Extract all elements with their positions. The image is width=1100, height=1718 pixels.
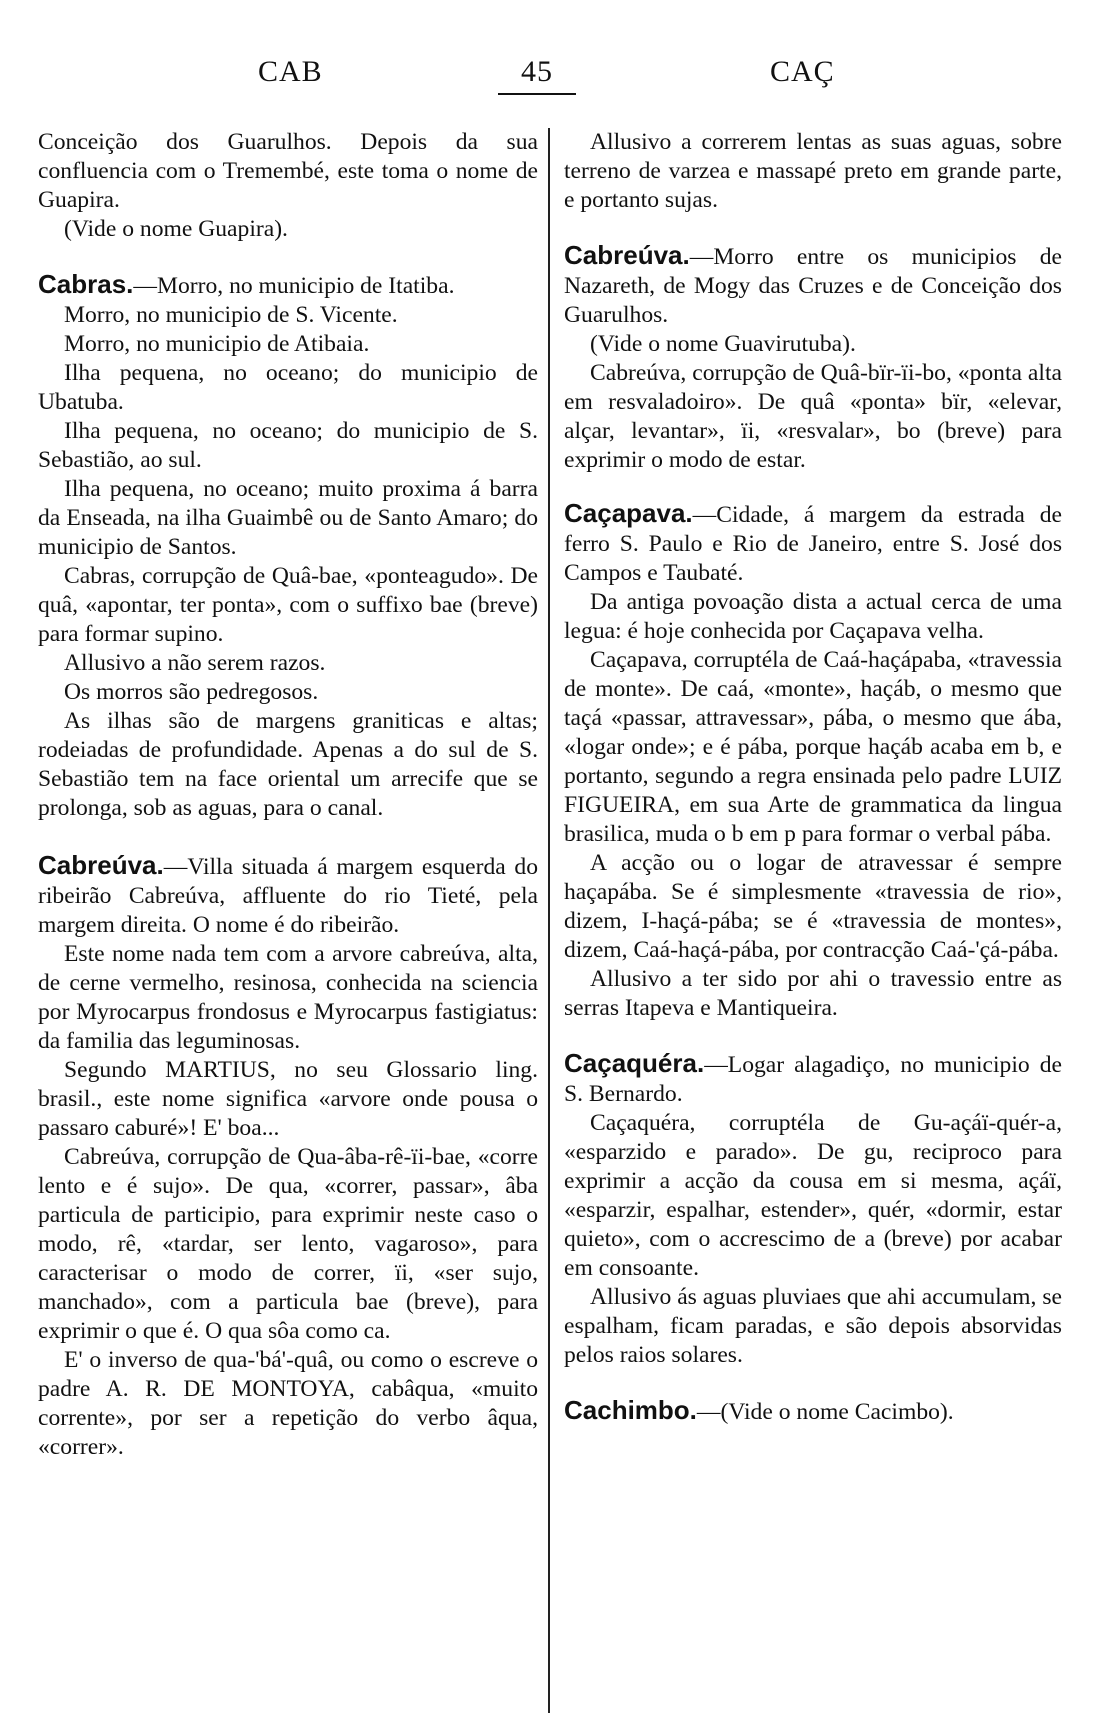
entry-cacaquera [564,1049,1062,1370]
paragraph: Caçaquéra, corruptéla de Gu-açáï-quér-a, «esparzido e parado». De gu, reciproco para exprimir a acção da cousa em si mesma, açáï, «esparzir, espalhar, estender», quér, «dormir, estar quieto», com o accrescimo de a (breve) por acabar em consoante. [564,1110,1062,1281]
paragraph: E' o inverso de qua-'bá'-quâ, ou como o escreve o padre A. R. DE MONTOYA, cabâqua, «muito corrente», por ser a repetição do verbo âqua, «correr». [38,1347,538,1460]
definition-text: —Villa situada á margem esquerda do ribeirão Cabreúva, affluente do rio Tieté, pela margem direita. O nome é do ribeirão. [38,854,538,938]
entry-first-paragraph [38,851,538,940]
definition-text: —Morro entre os municipios de Nazareth, de Mogy das Cruzes e de Conceição dos Guarulhos. [564,244,1062,328]
paragraph: Allusivo a ter sido por ahi o travessio entre as serras Itapeva e Mantiqueira. [564,966,1062,1021]
paragraph: Ilha pequena, no oceano; do municipio de S. Sebastião, ao sul. [38,418,538,473]
definition-text: —Morro, no municipio de Itatiba. [133,273,455,299]
paragraph: Cabras, corrupção de Quâ-bae, «ponteagudo». De quâ, «apontar, ter ponta», com o suffixo bae (breve) para formar supino. [38,563,538,647]
paragraph: Segundo MARTIUS, no seu Glossario ling. brasil., este nome significa «arvore onde pousa o passaro caburé»! E' boa... [38,1057,538,1141]
entry-first-paragraph [564,499,1062,588]
paragraph: (Vide o nome Guapira). [64,216,288,242]
paragraph: Conceição dos Guarulhos. Depois da sua confluencia com o Tremembé, este toma o nome de Guapira. [38,129,538,213]
headword: Cabras. [38,269,134,299]
paragraph: As ilhas são de margens graniticas e altas; rodeiadas de profundidade. Apenas a do sul de S. Sebastião tem na face oriental um arrecife que se prolonga, sob as aguas, para o canal. [38,708,538,821]
paragraph: Este nome nada tem com a arvore cabreúva, alta, de cerne vermelho, resinosa, conhecida na sciencia por Myrocarpus frondosus e Myrocarpus fastigiatus: da familia das leguminosas. [38,941,538,1054]
right-column [564,128,1062,1427]
definition-text: —(Vide o nome Cacimbo). [696,1399,954,1425]
headword: Cabreúva. [38,850,164,880]
entry-first-paragraph [564,241,1062,330]
entry-first-paragraph [564,1396,1062,1427]
paragraph: Cabreúva, corrupção de Qua-âba-rê-ïi-bae, «corre lento e é sujo». De qua, «correr, passar», âba particula de participio, para exprimir neste caso o modo, rê, «tardar, ser lento, vagaroso», para caracterisar o modo de correr, ïi, «ser sujo, manchado», com a particula bae (breve), para exprimir o que é. O qua sôa como ca. [38,1144,538,1344]
paragraph: Allusivo a correrem lentas as suas aguas, sobre terreno de varzea e massapé preto em grande parte, e portanto sujas. [564,129,1062,213]
entry-continuation [564,128,1062,215]
paragraph: Caçapava, corruptéla de Caá-haçápaba, «travessia de monte». De caá, «monte», haçáb, o mesmo que taçá «passar, attravessar», pába, o mesmo que ába, «logar onde»; e é pába, porque haçáb acaba em b, e portanto, segundo a regra ensinada pelo padre LUIZ FIGUEIRA, em sua Arte de grammatica da lingua brasilica, muda o b em p para formar o verbal pába. [564,647,1062,847]
paragraph: Da antiga povoação dista a actual cerca de uma legua: é hoje conhecida por Caçapava velha. [564,589,1062,644]
entry-first-paragraph [38,270,538,301]
definition-text: —Cidade, á margem da estrada de ferro S. Paulo e Rio de Janeiro, entre S. José dos Campos e Taubaté. [564,502,1062,586]
headword: Caçapava. [564,498,693,528]
header-right-guide-word: CAÇ [770,55,835,88]
paragraph: Cabreúva, corrupção de Quâ-bïr-ïi-bo, «ponta alta em resvaladoiro». De quâ «ponta» bïr, «elevar, alçar, levantar», ïi, «resvalar», bo (breve) para exprimir o modo de estar. [564,360,1062,473]
entry-cabras [38,270,538,823]
entry-continuation [38,128,538,244]
entry-cacapava [564,499,1062,1023]
paragraph: Allusivo ás aguas pluviaes que ahi accumulam, se espalham, ficam paradas, e são depois absorvidas pelos raios solares. [564,1284,1062,1368]
paragraph: A acção ou o logar de atravessar é sempre haçapába. Se é simplesmente «travessia de rio», dizem, I-haçá-pába; se é «travessia de montes», dizem, Caá-haçá-pába, por contracção Caá-'çá-pába. [564,850,1062,963]
entry-first-paragraph [564,1049,1062,1109]
headword: Caçaquéra. [564,1048,705,1078]
paragraph: Morro, no municipio de Atibaia. [64,331,370,357]
paragraph: (Vide o nome Guavirutuba). [590,331,856,357]
entry-cachimbo [564,1396,1062,1427]
header-left-guide-word: CAB [258,55,323,88]
left-column [38,128,538,1462]
page-number: 45 [498,55,576,95]
paragraph: Morro, no municipio de S. Vicente. [64,302,398,328]
entry-cabreuva-villa [38,851,538,1462]
entry-cabreuva-morro [564,241,1062,475]
headword: Cachimbo. [564,1395,697,1425]
definition-text: —Logar alagadiço, no municipio de S. Bernardo. [564,1052,1062,1107]
headword: Cabreúva. [564,240,690,270]
column-divider [548,128,550,1713]
paragraph: Os morros são pedregosos. [64,679,319,705]
running-header [0,55,1100,105]
paragraph: Ilha pequena, no oceano; muito proxima á barra da Enseada, na ilha Guaimbê ou de Santo Amaro; do municipio de Santos. [38,476,538,560]
paragraph: Allusivo a não serem razos. [64,650,326,676]
paragraph: Ilha pequena, no oceano; do municipio de Ubatuba. [38,360,538,415]
